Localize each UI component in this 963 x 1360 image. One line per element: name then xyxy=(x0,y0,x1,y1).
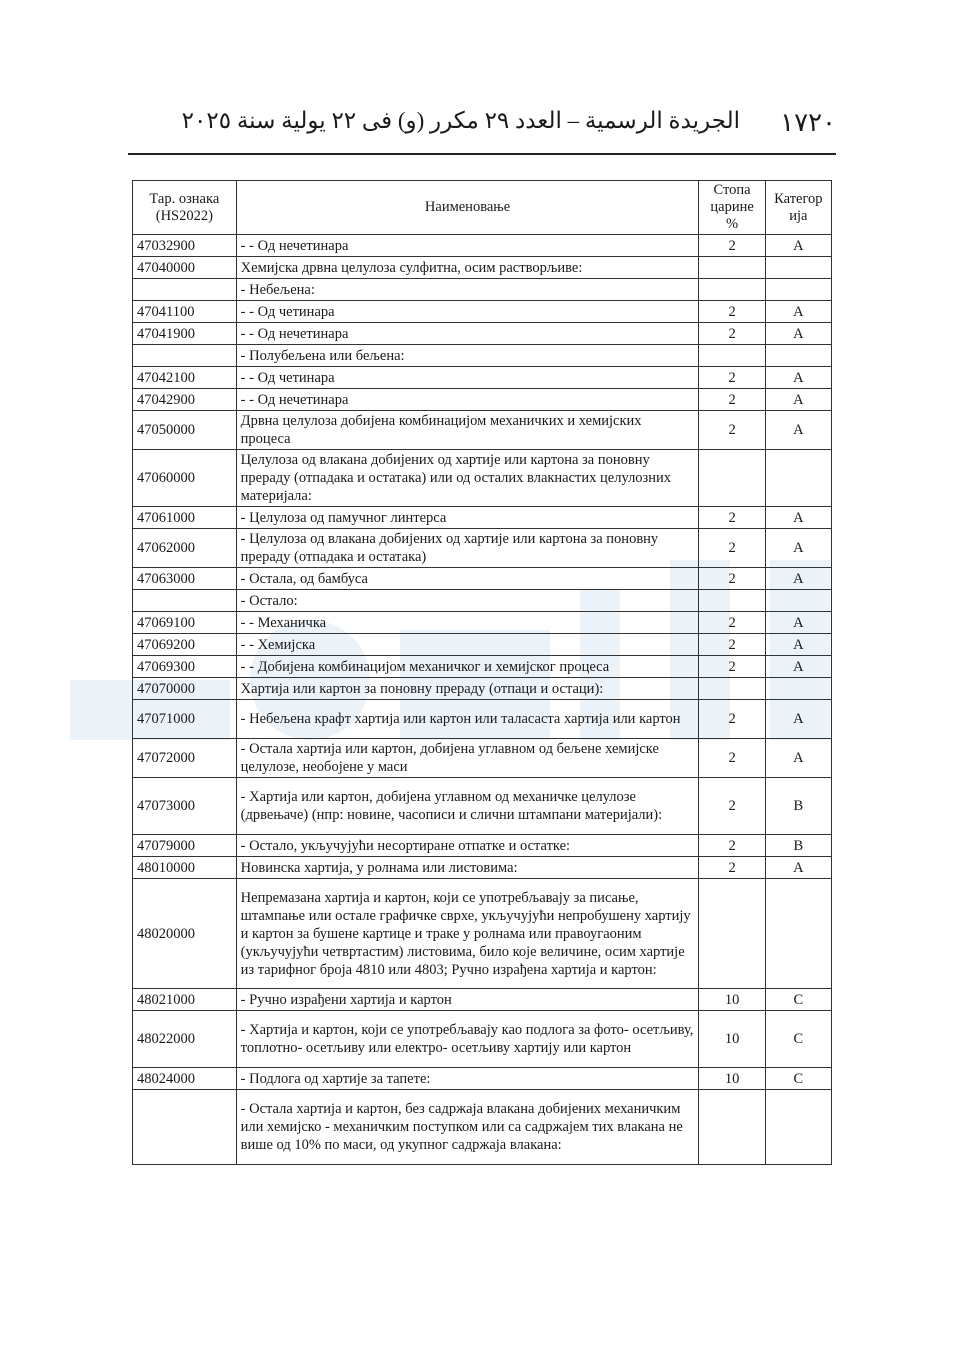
row-rate: 2 xyxy=(699,739,765,778)
row-code: 47041900 xyxy=(133,323,237,345)
table-row xyxy=(133,1068,832,1090)
table-row xyxy=(133,879,832,989)
row-description: - - Од четинара xyxy=(236,301,699,323)
row-description: - Небељена: xyxy=(236,279,699,301)
row-code: 48024000 xyxy=(133,1068,237,1090)
row-description: - - Добијена комбинацијом механичког и хемијског процеса xyxy=(236,656,699,678)
row-rate xyxy=(699,879,765,989)
row-code: 48021000 xyxy=(133,989,237,1011)
row-description: - Остала хартија или картон, добијена углавном од бељене хемијске целулозе, необојене у маси xyxy=(236,739,699,778)
row-category: A xyxy=(765,235,831,257)
row-code: 47072000 xyxy=(133,739,237,778)
row-description: - Целулоза од влакана добијених од хартије или картона за поновну прераду (отпадака и остатака) xyxy=(236,529,699,568)
row-category xyxy=(765,257,831,279)
row-description: - Ручно израђени хартија и картон xyxy=(236,989,699,1011)
table-row xyxy=(133,301,832,323)
row-description: - Полубељена или бељена: xyxy=(236,345,699,367)
row-rate: 2 xyxy=(699,778,765,835)
row-category: B xyxy=(765,835,831,857)
row-rate xyxy=(699,1090,765,1165)
table-row xyxy=(133,235,832,257)
row-code: 47069100 xyxy=(133,612,237,634)
row-category: A xyxy=(765,389,831,411)
row-category: A xyxy=(765,857,831,879)
table-row xyxy=(133,411,832,450)
row-code xyxy=(133,590,237,612)
row-rate: 2 xyxy=(699,235,765,257)
row-category: A xyxy=(765,301,831,323)
table-row xyxy=(133,989,832,1011)
row-code xyxy=(133,279,237,301)
table-row xyxy=(133,450,832,507)
row-description: - - Од четинара xyxy=(236,367,699,389)
row-rate: 2 xyxy=(699,301,765,323)
row-code: 48022000 xyxy=(133,1011,237,1068)
row-category: A xyxy=(765,367,831,389)
row-category xyxy=(765,345,831,367)
table-row xyxy=(133,389,832,411)
row-description: - Остало, укључујући несортиране отпатке и остатке: xyxy=(236,835,699,857)
row-rate xyxy=(699,450,765,507)
row-description: - - Од нечетинара xyxy=(236,389,699,411)
row-code: 47069300 xyxy=(133,656,237,678)
row-category: A xyxy=(765,529,831,568)
gazette-title: الجريدة الرسمية – العدد ٢٩ مكرر (و) فى ٢٢ يولية سنة ٢٠٢٥ xyxy=(181,108,740,133)
row-category: A xyxy=(765,323,831,345)
row-rate: 2 xyxy=(699,835,765,857)
row-code: 47070000 xyxy=(133,678,237,700)
header-category: Категор ија xyxy=(765,181,831,235)
row-code: 47069200 xyxy=(133,634,237,656)
row-category: A xyxy=(765,634,831,656)
table-row xyxy=(133,323,832,345)
row-description: - Хартија и картон, који се употребљавају као подлога за фото- осетљиву, топлотно- осетљиву или електро- осетљиву хартију или картон xyxy=(236,1011,699,1068)
table-row xyxy=(133,857,832,879)
table-row xyxy=(133,1090,832,1165)
row-rate: 2 xyxy=(699,612,765,634)
row-description: - Подлога од хартије за тапете: xyxy=(236,1068,699,1090)
header-code: Тар. ознака (HS2022) xyxy=(133,181,237,235)
table-row xyxy=(133,835,832,857)
row-rate: 2 xyxy=(699,568,765,590)
row-code xyxy=(133,345,237,367)
row-rate: 2 xyxy=(699,700,765,739)
row-code: 48010000 xyxy=(133,857,237,879)
table-row xyxy=(133,507,832,529)
row-description: Хемијска дрвна целулоза сулфитна, осим растворљиве: xyxy=(236,257,699,279)
row-code: 47042900 xyxy=(133,389,237,411)
row-description: Новинска хартија, у ролнама или листовима: xyxy=(236,857,699,879)
row-code: 47062000 xyxy=(133,529,237,568)
row-category xyxy=(765,279,831,301)
table-row xyxy=(133,634,832,656)
row-category: A xyxy=(765,700,831,739)
row-description: - - Механичка xyxy=(236,612,699,634)
page-header xyxy=(128,104,836,144)
row-category: A xyxy=(765,739,831,778)
row-category: C xyxy=(765,1068,831,1090)
row-rate xyxy=(699,345,765,367)
row-category xyxy=(765,1090,831,1165)
row-code: 47071000 xyxy=(133,700,237,739)
table-row xyxy=(133,678,832,700)
table-row xyxy=(133,367,832,389)
row-rate: 2 xyxy=(699,389,765,411)
table-row xyxy=(133,529,832,568)
table-row xyxy=(133,612,832,634)
row-description: Хартија или картон за поновну прераду (отпаци и остаци): xyxy=(236,678,699,700)
table-row xyxy=(133,279,832,301)
table-row xyxy=(133,590,832,612)
row-category: C xyxy=(765,989,831,1011)
table-row xyxy=(133,700,832,739)
row-description: - Остало: xyxy=(236,590,699,612)
row-code: 47040000 xyxy=(133,257,237,279)
row-category: B xyxy=(765,778,831,835)
row-description: - Хартија или картон, добијена углавном од механичке целулозе (дрвењаче) (нпр: новине, часописи и слични штампани материјали): xyxy=(236,778,699,835)
row-description: - Остала хартија и картон, без садржаја влакана добијених механичким или хемијско - механичким поступком или са садржајем тих влакана не више од 10% по маси, од укупног садржаја влакана: xyxy=(236,1090,699,1165)
row-code: 48020000 xyxy=(133,879,237,989)
row-category: A xyxy=(765,507,831,529)
row-code: 47032900 xyxy=(133,235,237,257)
row-rate xyxy=(699,279,765,301)
row-rate xyxy=(699,678,765,700)
row-category xyxy=(765,879,831,989)
table-row xyxy=(133,739,832,778)
table-row xyxy=(133,257,832,279)
row-rate: 10 xyxy=(699,1011,765,1068)
row-code xyxy=(133,1090,237,1165)
row-category: A xyxy=(765,656,831,678)
row-category: A xyxy=(765,568,831,590)
row-rate xyxy=(699,257,765,279)
row-rate: 2 xyxy=(699,634,765,656)
row-description: Целулоза од влакана добијених од хартије или картона за поновну прераду (отпадака и остатака) или од осталих влакнастих целулозних материјала: xyxy=(236,450,699,507)
table-row xyxy=(133,656,832,678)
row-description: - - Од нечетинара xyxy=(236,323,699,345)
row-description: - - Хемијска xyxy=(236,634,699,656)
row-code: 47079000 xyxy=(133,835,237,857)
row-description: Дрвна целулоза добијена комбинацијом механичких и хемијских процеса xyxy=(236,411,699,450)
row-code: 47073000 xyxy=(133,778,237,835)
tariff-table xyxy=(132,180,832,1165)
row-code: 47041100 xyxy=(133,301,237,323)
row-category: C xyxy=(765,1011,831,1068)
table-row xyxy=(133,778,832,835)
row-description: Непремазана хартија и картон, који се употребљавају за писање, штампање или остале графичке сврхе, укључујући непробушену хартију и картон за бушене картице и траке у ролнама или правоугаоним (укључујући четвртастим) листовима, било које величине, осим хартије из тарифног броја 4810 или 4803; Ручно израђена хартија и картон: xyxy=(236,879,699,989)
row-rate: 2 xyxy=(699,857,765,879)
header-name: Наименовање xyxy=(236,181,699,235)
row-code: 47060000 xyxy=(133,450,237,507)
table-body xyxy=(133,235,832,1165)
table-header-row xyxy=(133,181,832,235)
row-code: 47042100 xyxy=(133,367,237,389)
row-description: - Остала, од бамбуса xyxy=(236,568,699,590)
page-number: ١٧٢٠ xyxy=(780,108,836,137)
row-rate: 2 xyxy=(699,323,765,345)
row-category xyxy=(765,678,831,700)
table-row xyxy=(133,345,832,367)
row-rate: 2 xyxy=(699,367,765,389)
row-code: 47063000 xyxy=(133,568,237,590)
table-row xyxy=(133,1011,832,1068)
row-description: - Небељена крафт хартија или картон или таласаста хартија или картон xyxy=(236,700,699,739)
row-category: A xyxy=(765,612,831,634)
row-rate: 10 xyxy=(699,989,765,1011)
row-category: A xyxy=(765,411,831,450)
row-rate xyxy=(699,590,765,612)
row-rate: 2 xyxy=(699,507,765,529)
row-description: - Целулоза од памучног линтерса xyxy=(236,507,699,529)
row-rate: 2 xyxy=(699,411,765,450)
row-rate: 10 xyxy=(699,1068,765,1090)
row-code: 47061000 xyxy=(133,507,237,529)
header-divider xyxy=(128,153,836,155)
row-category xyxy=(765,450,831,507)
row-rate: 2 xyxy=(699,656,765,678)
header-rate: Стопа царине % xyxy=(699,181,765,235)
row-category xyxy=(765,590,831,612)
table-row xyxy=(133,568,832,590)
row-rate: 2 xyxy=(699,529,765,568)
row-description: - - Од нечетинара xyxy=(236,235,699,257)
row-code: 47050000 xyxy=(133,411,237,450)
